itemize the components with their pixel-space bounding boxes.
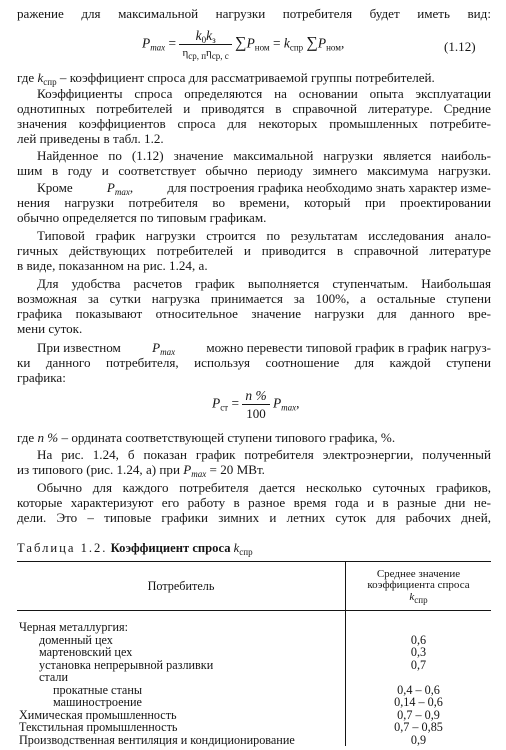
- text-line-15: Для удобства расчетов график выполняется ступенчатым. Наибольшая: [37, 276, 491, 291]
- text-line-11: обычно определяется по типовым графикам.: [17, 210, 267, 225]
- table-cell-consumer: Химическая промышленность: [17, 709, 346, 722]
- sum-symbol: ∑: [235, 34, 247, 52]
- table-row: [17, 734, 491, 747]
- table-cell-value: [346, 611, 492, 634]
- table-row: [17, 646, 491, 659]
- formula-denominator: $\eta_{ср, п}\eta_{ср, с}$: [182, 47, 229, 61]
- formula-eq: =: [168, 35, 177, 51]
- table-cell-value: 0,9: [410, 732, 427, 747]
- table-cell-value: 0,3: [410, 645, 427, 659]
- table-cell-consumer: доменный цех: [17, 634, 346, 647]
- text-line-26: которые характеризуют его работу в разное время года и в разные дни не-: [17, 495, 491, 510]
- text-line-1: ражение для максимальной нагрузки потребителя будет иметь вид:: [17, 6, 491, 21]
- text-line-6: лей приведены в табл. 1.2.: [17, 131, 164, 146]
- table-caption-title: Коэффициент спроса: [110, 541, 231, 555]
- text-line-7: Найденное по (1.12) значение максимальной нагрузки является наиболь-: [37, 148, 491, 163]
- sum-symbol-2: ∑: [306, 34, 318, 52]
- table-cell-value: [346, 671, 492, 684]
- table-cell-consumer: Текстильная промышленность: [17, 721, 346, 734]
- table-cell-consumer: машиностроение: [17, 696, 346, 709]
- formula-kspr: k: [283, 35, 290, 51]
- text-line-21: графика:: [17, 370, 66, 385]
- text-line-22: где n % – ордината соответствующей ступени типового графика, %.: [17, 430, 396, 445]
- formula2-lhs: P: [212, 395, 221, 411]
- table-body: [17, 611, 491, 747]
- text-line-8: шим в году и соответствует обычно периоду зимнего максимума нагрузки.: [17, 163, 491, 178]
- text-line-3: Коэффициенты спроса определяются на основании опыта эксплуатации: [37, 86, 491, 101]
- table-cell-consumer: стали: [17, 671, 346, 684]
- table-cell-value: 0,7: [410, 657, 427, 672]
- demand-coefficient-table: [17, 561, 491, 746]
- table-cell-value: 0,7 – 0,9: [397, 707, 440, 722]
- table-row: [17, 659, 491, 672]
- table-caption-prefix: Таблица 1.2.: [17, 541, 108, 555]
- table-cell-consumer: установка непрерывной разливки: [17, 659, 346, 672]
- table-row: [17, 721, 491, 734]
- text-line-4: однотипных потребителей и приводятся в справочной литературе. Средние: [17, 101, 491, 116]
- table-cell-consumer: Черная металлургия:: [17, 611, 346, 634]
- formula-pnom: P: [246, 35, 255, 51]
- table-row: [17, 696, 491, 709]
- formula-eq2: =: [272, 35, 281, 51]
- text-line-19: При известном $P_{max}$ можно перевести типовой график в график нагруз-: [37, 340, 491, 357]
- text-line-25: Обычно для каждого потребителя дается несколько суточных графиков,: [37, 480, 491, 495]
- text-line-12: Типовой график нагрузки строится по результатам исследования анало-: [37, 228, 491, 243]
- formula-lhs-sub: max: [150, 42, 166, 53]
- text-line-27: дели. Это – типовые графики зимних и летних суток для рабочих дней,: [17, 510, 491, 525]
- table-header-coefficient: Среднее значение коэффициента спроса $k_{спр}$: [346, 562, 492, 611]
- text-line-20: ки данного потребителя, используя соотношение для каждой ступени: [17, 355, 491, 370]
- formula-pst: $P_{ст}$ = $\frac{n \%}{100}$ $P_{max}$,: [212, 388, 300, 421]
- table-cell-consumer: Производственная вентиляция и кондиционирование: [17, 734, 346, 747]
- table-cell-value: 0,7 – 0,85: [394, 720, 443, 734]
- text-line-13: гичных действующих потребителей и приводится в справочной литературе: [17, 243, 491, 258]
- table-header-consumer: Потребитель: [17, 562, 346, 611]
- table-caption: Таблица 1.2. Коэффициент спроса $k_{спр}$: [17, 541, 253, 557]
- table-cell-value: 0,14 – 0,6: [394, 695, 443, 709]
- text-line-10: нения нагрузки потребителя во времени, который при проектировании: [17, 195, 491, 210]
- formula-numerator: $k_0k_з$: [179, 28, 231, 45]
- formula-fraction: [179, 28, 231, 61]
- text-line-9: Кроме $P_{max}$, для построения графика необходимо знать характер изме-: [37, 180, 491, 197]
- formula2-fraction: $\frac{n \%}{100}$: [242, 388, 269, 421]
- table-cell-value: 0,6: [410, 632, 427, 647]
- text-line-17: графика показывают относительное значение нагрузки для данного вре-: [17, 306, 491, 321]
- formula-lhs: P: [142, 35, 151, 51]
- table-row: [17, 611, 491, 634]
- table-cell-consumer: мартеновский цех: [17, 646, 346, 659]
- text-line-2: где $k_{спр}$ – коэффициент спроса для рассматриваемой группы потребителей.: [17, 70, 435, 87]
- formula-pnom2: P: [317, 35, 327, 51]
- text-line-5: значения коэффициентов спроса для некоторых промышленных потребите-: [17, 116, 491, 131]
- text-line-24: из типового (рис. 1.24, а) при $P_{max} = 20$ МВт.: [17, 462, 265, 479]
- text-line-23: На рис. 1.24, б показан график потребителя электроэнергии, полученный: [37, 447, 491, 462]
- text-line-18: мени суток.: [17, 321, 83, 336]
- formula-1-12: $P_{max}$ = $\frac{k_0k_з}{\eta_{ср, п}\eta_{ср, с}}$ $\sum P_{ном} = k_{спр}$ $\sum P_{ном}$,: [142, 28, 345, 61]
- table-cell-consumer: прокатные станы: [17, 684, 346, 697]
- table-row: [17, 671, 491, 684]
- text-line-16: возможная за сутки нагрузка принимается за 100%, а остальные ступени: [17, 291, 491, 306]
- equation-number: (1.12): [444, 39, 476, 54]
- text-line-14: в виде, показанном на рис. 1.24, а.: [17, 258, 208, 273]
- table-cell-value: 0,4 – 0,6: [397, 682, 440, 697]
